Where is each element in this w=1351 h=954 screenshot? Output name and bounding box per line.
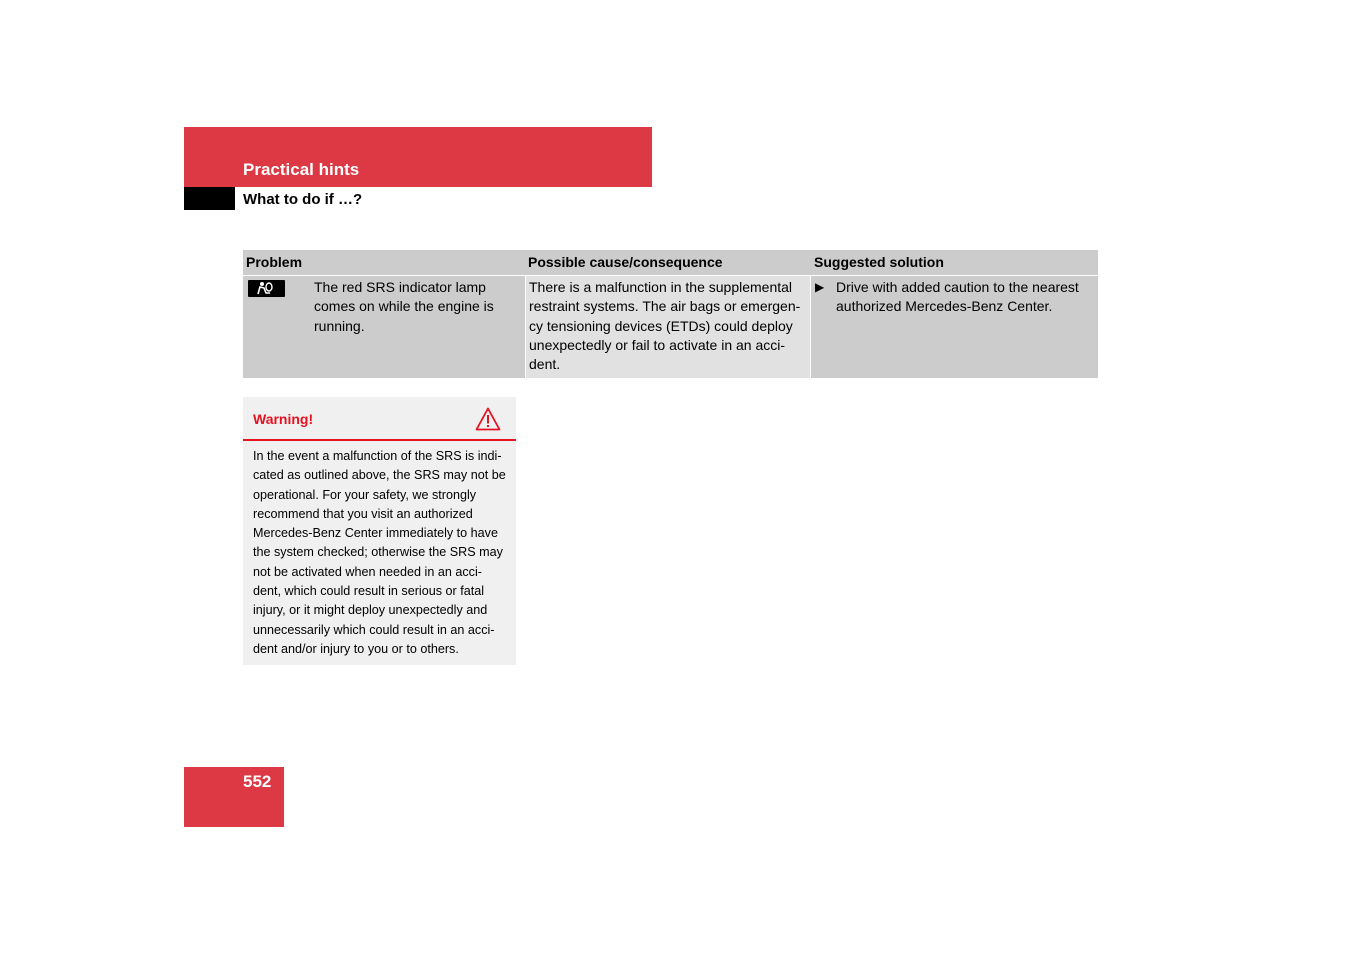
table-row (243, 276, 1098, 378)
troubleshooting-table (243, 250, 1098, 378)
warning-triangle-icon (475, 407, 501, 436)
header-problem: Problem (246, 254, 303, 270)
warning-box (243, 397, 516, 665)
bullet-arrow-icon: ▶ (815, 280, 825, 294)
page-subtitle: What to do if …? (243, 191, 363, 208)
warning-title: Warning! (253, 411, 314, 427)
warning-header (243, 397, 516, 441)
solution-text: Drive with added caution to the nearest authorized Mercedes-Benz Center. (836, 279, 1079, 315)
section-tab-marker (184, 187, 235, 210)
page-number: 552 (243, 772, 272, 791)
header-solution: Suggested solution (814, 254, 944, 270)
warning-body: In the event a malfunction of the SRS is indi- cated as outlined above, the SRS may not be operational. For your safety, we strongly recommend that you visit an authorized Mercedes-Benz Center immediately to have the system checked; otherwise the SRS may not be activated when needed in an acci- dent, which could result in serious or fatal injury, or it might deploy unexpectedly and unnecessarily which could result in an acci- dent and/or injury to you or to others. (253, 449, 506, 656)
table-header-row (243, 250, 1098, 276)
cause-cell: There is a malfunction in the supplemental restraint systems. The air bags or emergen-cy tensioning devices (ETDs) could deploy unexpectedly or fail to activate in an acci-dent. (525, 276, 811, 378)
srs-airbag-indicator-icon (248, 280, 285, 297)
problem-cell (243, 276, 525, 378)
section-title: Practical hints (243, 160, 360, 179)
problem-text: The red SRS indicator lamp comes on while the engine is running. (314, 279, 494, 334)
header-cause: Possible cause/consequence (528, 254, 723, 270)
solution-cell (811, 276, 1098, 378)
